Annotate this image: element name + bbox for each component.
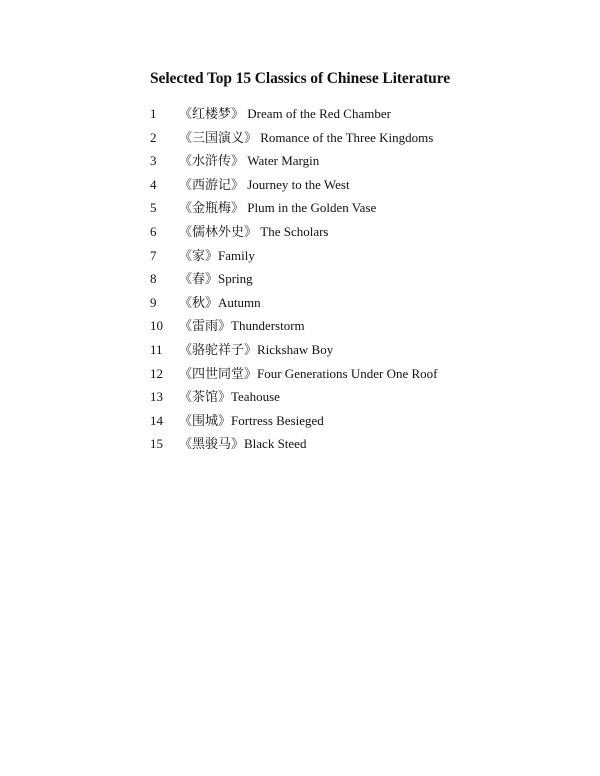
list-item	[150, 387, 570, 411]
list-item	[150, 269, 570, 293]
item-number: 14	[150, 412, 163, 428]
item-number: 9	[150, 294, 157, 310]
list-item	[150, 364, 570, 388]
item-text: 《三国演义》 Romance of the Three Kingdoms	[179, 129, 434, 145]
item-text: 《红楼梦》 Dream of the Red Chamber	[179, 106, 391, 121]
list-item	[150, 316, 570, 340]
list-item	[150, 222, 570, 246]
item-text: 《春》Spring	[179, 271, 253, 287]
item-number: 12	[150, 365, 163, 381]
item-number: 10	[150, 318, 163, 334]
item-text: 《围城》Fortress Besieged	[179, 412, 324, 428]
item-text: 《金瓶梅》 Plum in the Golden Vase	[179, 200, 377, 216]
list-item	[150, 104, 570, 128]
item-text: 《水浒传》 Water Margin	[179, 153, 320, 169]
item-number: 1	[150, 106, 157, 121]
item-number: 4	[150, 176, 157, 192]
item-text: 《家》Family	[179, 247, 255, 263]
list-item	[150, 340, 570, 364]
list-item	[150, 128, 570, 152]
list-item	[150, 151, 570, 175]
item-number: 8	[150, 271, 157, 287]
item-text: 《儒林外史》 The Scholars	[179, 223, 329, 239]
list-item	[150, 198, 570, 222]
item-text: 《秋》Autumn	[179, 294, 261, 310]
item-number: 2	[150, 129, 157, 145]
item-number: 6	[150, 223, 157, 239]
list-item	[150, 175, 570, 199]
item-number: 7	[150, 247, 157, 263]
list-item	[150, 411, 570, 435]
list-item	[150, 434, 570, 458]
item-text: 《茶馆》Teahouse	[179, 389, 280, 405]
item-text: 《四世同堂》Four Generations Under One Roof	[179, 365, 438, 381]
item-number: 13	[150, 389, 163, 405]
item-number: 3	[150, 153, 157, 169]
item-text: 《骆驼祥子》Rickshaw Boy	[179, 341, 334, 357]
item-number: 5	[150, 200, 157, 216]
list-item	[150, 246, 570, 270]
document-title: Selected Top 15 Classics of Chinese Literature	[150, 70, 450, 87]
classics-list	[150, 104, 570, 458]
list-item	[150, 293, 570, 317]
item-number: 15	[150, 436, 163, 452]
item-text: 《西游记》 Journey to the West	[179, 176, 350, 192]
item-number: 11	[150, 341, 163, 357]
item-text: 《雷雨》Thunderstorm	[179, 318, 305, 334]
item-text: 《黑骏马》Black Steed	[179, 436, 307, 452]
